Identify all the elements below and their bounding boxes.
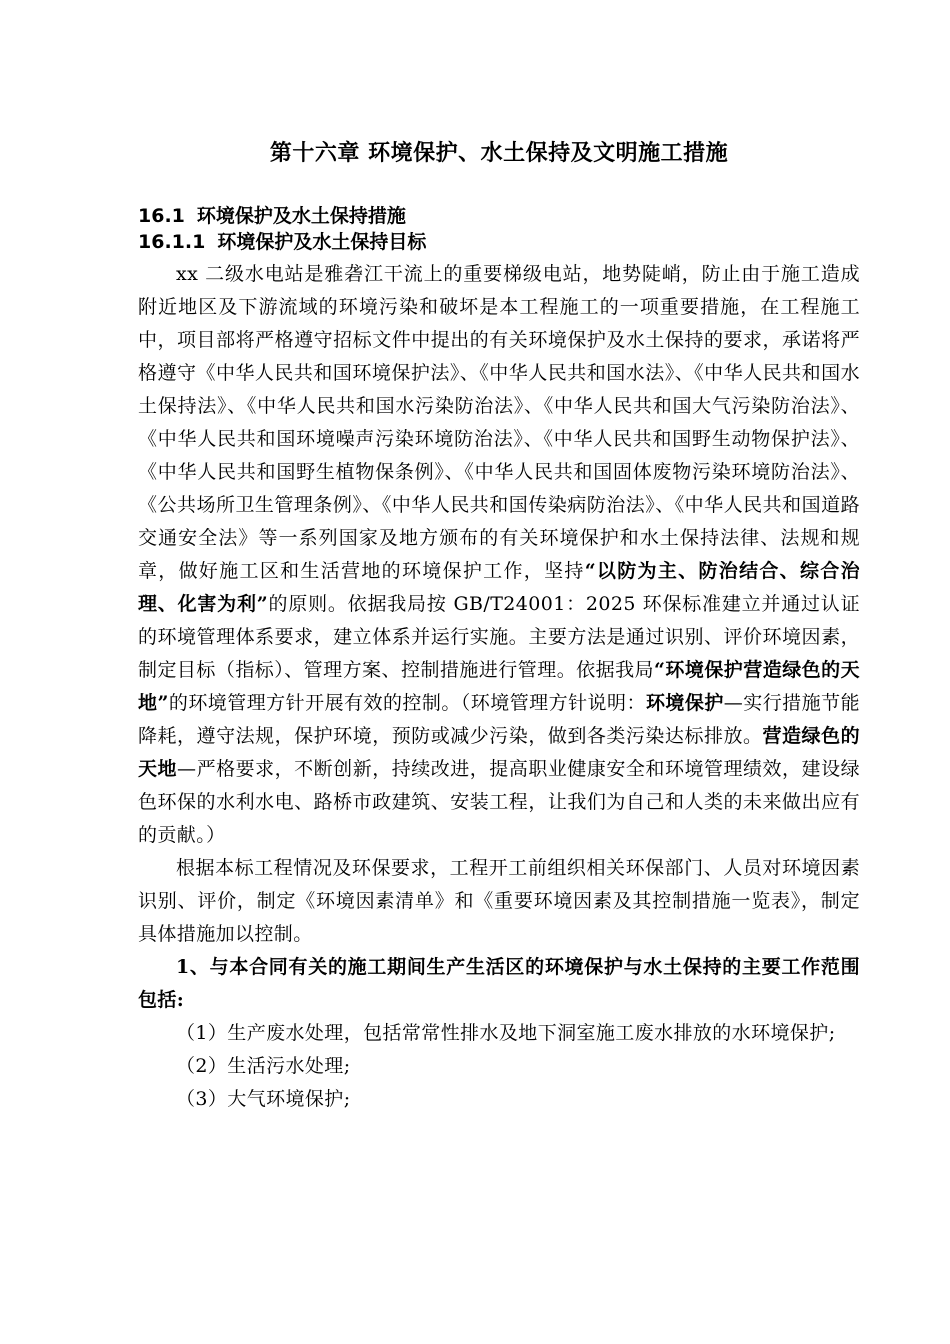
section-heading-16-1-1 — [138, 229, 426, 255]
bold-principle: “以防为主、防治结合、综合治理、化害为利” — [138, 560, 860, 615]
bold-term-green-world: 营造绿色的天地 — [138, 725, 860, 780]
bold-term-environment-protection: 环境保护 — [645, 692, 724, 714]
list-item-3: （3）大气环境保护; — [176, 1088, 351, 1110]
paragraph-text: 的原则。依据我局按 GB/T24001：2025 环保标准建立并通过认证的环境管理体系要求，建立体系并运行实施。主要方法是通过识别、评价环境因素，制定目标（指标）、管理方案、控制措施进行管理。依据我局 — [138, 593, 860, 681]
chapter-title: 第十六章 环境保护、水土保持及文明施工措施 — [269, 141, 729, 166]
subsection-number: 16.1.1 — [138, 231, 206, 253]
paragraph-identification: 根据本标工程情况及环保要求，工程开工前组织相关环保部门、人员对环境因素识别、评价，制定《环境因素清单》和《重要环境因素及其控制措施一览表》，制定具体措施加以控制。 — [138, 857, 860, 945]
paragraph-environment-goal — [138, 258, 860, 852]
section-title: 环境保护及水土保持措施 — [196, 205, 406, 227]
subsection-title: 环境保护及水土保持目标 — [217, 231, 427, 253]
section-heading-16-1 — [138, 203, 406, 229]
section-number: 16.1 — [138, 205, 185, 227]
paragraph-text: xx 二级水电站是雅砻江干流上的重要梯级电站，地势陡峭，防止由于施工造成附近地区及下游流域的环境污染和破坏是本工程施工的一项重要措施，在工程施工中，项目部将严格遵守招标文件中提出的有关环境保护及水土保持的要求，承诺将严格遵守《中华人民共和国环境保护法》、《中华人民共和国水法》、《中华人民共和国水土保持法》、《中华人民共和国水污染防治法》、《中华人民共和国大气污染防治法》、《中华人民共和国环境噪声污染环境防治法》、《中华人民共和国野生动物保护法》、《中华人民共和国野生植物保条例》、《中华人民共和国固体废物污染环境防治法》、《公共场所卫生管理条例》、《中华人民共和国传染病防治法》、《中华人民共和国道路交通安全法》等一系列国家及地方颁布的有关环境保护和水土保持法律、法规和规章，做好施工区和生活营地的环境保护工作，坚持 — [138, 263, 860, 582]
paragraph-text: —严格要求，不断创新，持续改进，提高职业健康安全和环境管理绩效，建设绿色环保的水利水电、路桥市政建筑、安装工程，让我们为自己和人类的未来做出应有的贡献。） — [138, 758, 860, 846]
list-item-1: （1）生产废水处理，包括常常性排水及地下洞室施工废水排放的水环境保护; — [176, 1022, 836, 1044]
list-item-2: （2）生活污水处理; — [176, 1055, 351, 1077]
paragraph-text: —实行措施节能降耗，遵守法规，保护环境，预防或减少污染，做到各类污染达标排放。 — [138, 692, 860, 747]
body-text — [138, 258, 860, 1116]
paragraph-text: 的环境管理方针开展有效的控制。（环境管理方针说明： — [168, 692, 646, 714]
bold-policy: “环境保护营造绿色的天地” — [138, 659, 860, 714]
paragraph-scope-heading: 1、与本合同有关的施工期间生产生活区的环境保护与水土保持的主要工作范围包括: — [138, 956, 860, 1011]
